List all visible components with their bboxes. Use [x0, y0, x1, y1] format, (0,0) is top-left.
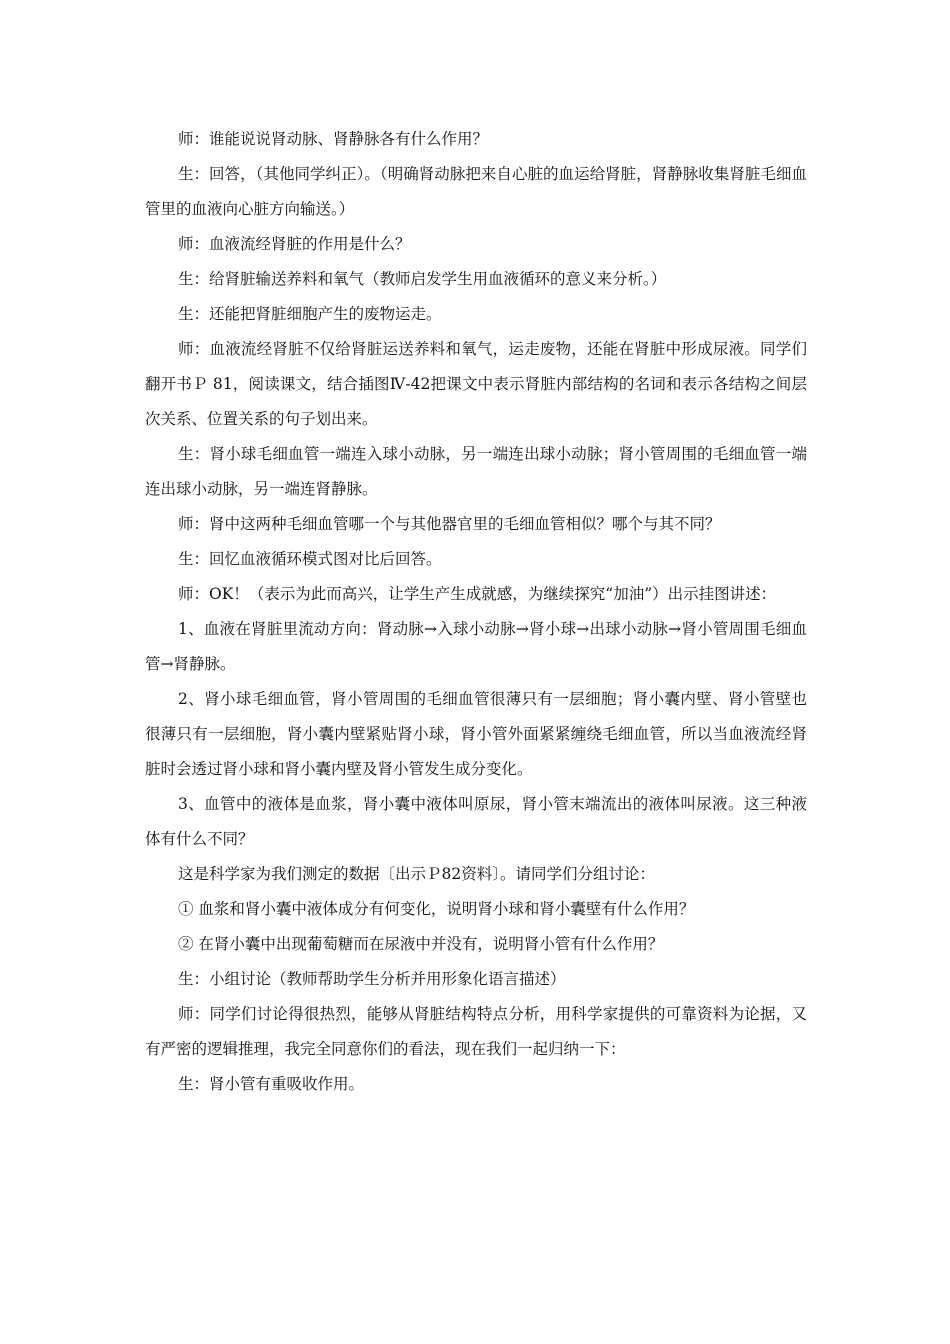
paragraph: 生：小组讨论（教师帮助学生分析并用形象化语言描述） — [178, 970, 566, 988]
paragraph: 生：肾小球毛细血管一端连入球小动脉，另一端连出球小动脉；肾小管周围的毛细血管一端连出球小动脉，另一端连肾静脉。 — [145, 445, 807, 498]
document-body — [145, 122, 807, 1102]
paragraph: 师：肾中这两种毛细血管哪一个与其他器官里的毛细血管相似？哪个与其不同？ — [178, 515, 721, 533]
paragraph: 1、血液在肾脏里流动方向：肾动脉→入球小动脉→肾小球→出球小动脉→肾小管周围毛细血管→肾静脉。 — [145, 620, 807, 673]
paragraph: 3、血管中的液体是血浆，肾小囊中液体叫原尿，肾小管末端流出的液体叫尿液。这三种液体有什么不同？ — [145, 795, 807, 848]
paragraph: 生：回答，（其他同学纠正）。（明确肾动脉把来自心脏的血运给肾脏，肾静脉收集肾脏毛细血管里的血液向心脏方向输送。） — [145, 165, 807, 218]
paragraph: 生：给肾脏输送养料和氧气（教师启发学生用血液循环的意义来分析。） — [178, 270, 667, 288]
paragraph: ② 在肾小囊中出现葡萄糖而在尿液中并没有，说明肾小管有什么作用？ — [178, 935, 664, 953]
paragraph: 生：回忆血液循环模式图对比后回答。 — [178, 550, 442, 568]
paragraph: 生：还能把肾脏细胞产生的废物运走。 — [178, 305, 442, 323]
paragraph: 师：OK！（表示为此而高兴，让学生产生成就感，为继续探究“加油”）出示挂图讲述： — [178, 585, 777, 603]
paragraph: 师：血液流经肾脏的作用是什么？ — [178, 235, 411, 253]
paragraph: 生：肾小管有重吸收作用。 — [178, 1075, 365, 1093]
paragraph: 这是科学家为我们测定的数据〔出示Ｐ82资料〕。请同学们分组讨论： — [178, 865, 655, 883]
paragraph: 师：血液流经肾脏不仅给肾脏运送养料和氧气，运走废物，还能在肾脏中形成尿液。同学们翻开书Ｐ 81，阅读课文，结合插图Ⅳ-42把课文中表示肾脏内部结构的名词和表示各结构之间层次关系、位置关系的句子划出来。 — [145, 340, 807, 428]
paragraph: ① 血浆和肾小囊中液体成分有何变化，说明肾小球和肾小囊壁有什么作用？ — [178, 900, 695, 918]
paragraph: 2、肾小球毛细血管，肾小管周围的毛细血管很薄只有一层细胞；肾小囊内壁、肾小管壁也很薄只有一层细胞，肾小囊内壁紧贴肾小球，肾小管外面紧紧缠绕毛细血管，所以当血液流经肾脏时会透过肾小球和肾小囊内壁及肾小管发生成分变化。 — [145, 690, 807, 778]
paragraph: 师：谁能说说肾动脉、肾静脉各有什么作用？ — [178, 130, 489, 148]
paragraph: 师：同学们讨论得很热烈，能够从肾脏结构特点分析，用科学家提供的可靠资料为论据，又有严密的逻辑推理，我完全同意你们的看法，现在我们一起归纳一下： — [145, 1005, 807, 1058]
